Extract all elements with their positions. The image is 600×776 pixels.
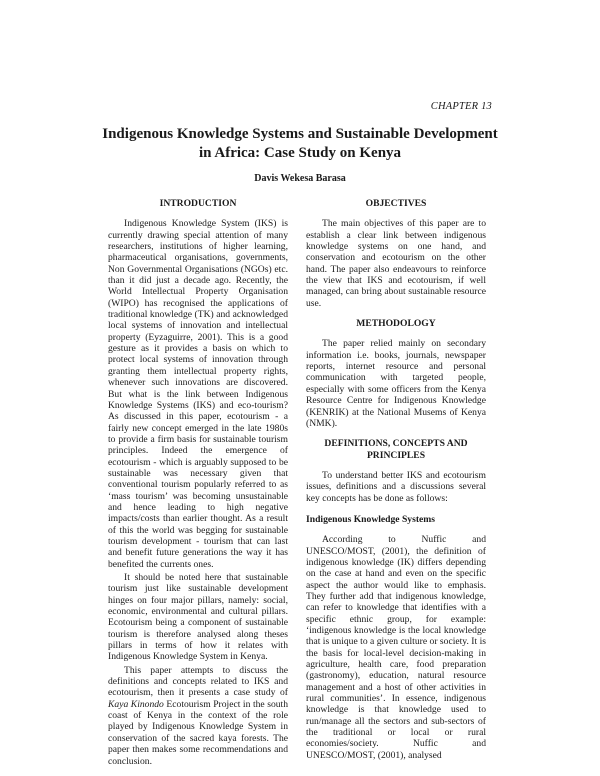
objectives-heading: OBJECTIVES: [365, 198, 427, 209]
left-column: [108, 198, 288, 769]
methodology-paragraph: The paper relied mainly on secondary information i.e. books, journals, newspaper reports, internet resource and personal communication with targeted people, especially with some officers from the Kenya Resource Centre for Indigenous Knowledge (KENRIK) at the National Musems of Kenya (NMK).: [306, 338, 486, 429]
paragraph-3-start: This paper attempts to discuss the definitions and concepts related to IKS and ecotourism, then it presents a case study of: [108, 664, 288, 699]
chapter-label: CHAPTER 13: [430, 101, 492, 112]
paragraph-3-end: Ecotourism Project in the south coast of Kenya in the context of the role played by Indigenous Knowledge System in conservation of the sacred kaya forests. The paper then makes some recommendations and conclusion.: [108, 698, 288, 767]
methodology-heading: METHODOLOGY: [356, 318, 436, 330]
iks-subheading: Indigenous Knowledge Systems: [306, 513, 436, 525]
introduction-paragraph-3: [108, 665, 288, 767]
paper-title: Indigenous Knowledge Systems and Sustainable Development in Africa: Case Study on Kenya: [102, 126, 498, 161]
introduction-paragraph-2: It should be noted here that sustainable tourism just like sustainable development hinges on four major pillars, namely: social, economic, environmental and cultural pillars. Ecotourism being a component of sustainable tourism is therefore analysed along theses pillars in terms of how it relates with Indigenous Knowledge System in Kenya.: [108, 572, 288, 663]
definitions-paragraph: To understand better IKS and ecotourism issues, definitions and a discussions several key concepts has be done as follows:: [306, 469, 486, 504]
kaya-kinondo-italic: Kaya Kinondo: [108, 698, 164, 710]
objectives-paragraph: The main objectives of this paper are to establish a clear link between indigenous knowledge systems on one hand, and conservation and ecotourism on the other hand. The paper also endeavours to reinforce the view that IKS and ecotourism, if well managed, can bring about sustainable resource use.: [306, 218, 486, 309]
introduction-heading: INTRODUCTION: [159, 198, 237, 209]
definitions-heading: DEFINITIONS, CONCEPTS AND PRINCIPLES: [324, 438, 468, 461]
author-name: Davis Wekesa Barasa: [254, 173, 346, 184]
right-column: [306, 198, 486, 765]
iks-paragraph: According to Nuffic and UNESCO/MOST, (2001), the definition of indigenous knowledge (IK) differs depending on the case at hand and even on the specific aspect the author would like to emphasis. They further add that indigenous knowledge, can refer to knowledge that identifies with a specific ethnic group, for example: ‘indigenous knowledge is the local knowledge that is unique to a given culture or society. It is the basis for local-level decision-making in agriculture, health care, food preparation (gastronomy), education, natural resource management and a host of other activities in rural communities’. In essence, indigenous knowledge is that knowledge used to run/manage all the sectors and sub-sectors of the traditional or local or rural economies/society. Nuffic and UNESCO/MOST, (2001), analysed: [306, 534, 486, 761]
introduction-paragraph-1: Indigenous Knowledge System (IKS) is currently drawing special attention of many researchers, institutions of higher learning, pharmaceutical organisations, governments, Non Governmental Organisations (NGOs) etc. than it did just a decade ago. Recently, the World Intellectual Property Organisation (WIPO) has recognised the applications of traditional knowledge (TK) and acknowledged local systems of innovation and intellectual property (Eyzaguirre, 2001). This is a good gesture as it provides a basis on which to protect local systems of innovation through granting them intellectual property rights, whenever such innovations are discovered. But what is the link between Indigenous Knowledge Systems (IKS) and eco-tourism? As discussed in this paper, ecotourism - a fairly new concept emerged in the late 1980s to provide a firm basis for sustainable tourism principles. Indeed the emergence of ecotourism - which is arguably supposed to be sustainable was necessary given that conventional tourism popularly referred to as ‘mass tourism’ was becoming unsustainable and hence leading to high negative impacts/costs than earlier thought. As a result of this the world was begging for sustainable tourism development - tourism that can last and benefit future generations the way it has benefited the currents ones.: [108, 218, 288, 570]
